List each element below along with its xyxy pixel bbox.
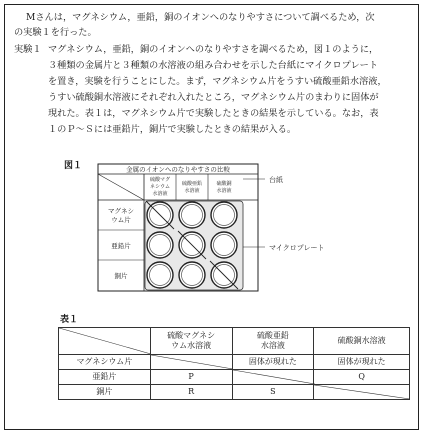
- figure-label: 図１: [64, 161, 83, 171]
- table-col-header-cuso4: [314, 328, 410, 355]
- table-row: [59, 385, 410, 400]
- col-header-2-line-2: 水溶液: [260, 341, 285, 350]
- cell-cu-mgso4: R: [150, 385, 232, 400]
- fig-col-header-3-l2: 水溶液: [216, 189, 232, 194]
- fig-row-header-1-l1: マグネシ: [108, 208, 134, 215]
- table-row: [59, 370, 410, 385]
- table-row: [59, 355, 410, 370]
- experiment-line-5: 現れた。表１は，マグネシウム片で実験したときの結果を示している。なお，表: [48, 108, 379, 119]
- col-header-3-line-1: 硫酸銅水溶液: [337, 336, 386, 345]
- table-col-header-mgso4: [150, 328, 232, 355]
- results-table: [58, 327, 410, 400]
- well: [179, 262, 205, 288]
- table-corner-cell: [59, 328, 151, 355]
- blank-diagonal: [233, 370, 315, 384]
- microplate-wells: [146, 201, 238, 289]
- experiment-line-1: マグネシウム，亜鉛，銅のイオンへのなりやすさを調べるため，図１のように，: [48, 44, 379, 55]
- blank-diagonal: [151, 355, 233, 369]
- table-col-header-znso4: [232, 328, 314, 355]
- fig-col-header-2-l2: 水溶液: [184, 189, 200, 194]
- well: [211, 202, 237, 228]
- cell-zn-mgso4: P: [150, 370, 232, 385]
- well: [147, 262, 173, 288]
- experiment-line-4: うすい硫酸銅水溶液にそれぞれ入れたところ，マグネシウム片のまわりに固体が: [48, 92, 379, 103]
- experiment-label: 実験１: [14, 44, 42, 55]
- table-label: 表１: [60, 315, 79, 325]
- cell-cu-cuso4: [314, 385, 410, 400]
- fig-row-header-1-l2: ウム片: [111, 217, 131, 224]
- well: [211, 232, 237, 258]
- callout-microplate: マイクロプレート: [269, 244, 325, 252]
- blank-diagonal: [314, 385, 410, 399]
- cell-mg-mgso4: [150, 355, 232, 370]
- well: [179, 202, 205, 228]
- table-header-row: [59, 328, 410, 355]
- cell-mg-cuso4: 固体が現れた: [314, 355, 410, 370]
- cell-cu-znso4: S: [232, 385, 314, 400]
- fig-col-header-3-l1: 硫酸銅: [216, 182, 232, 187]
- fig-row-header-2: 亜鉛片: [111, 243, 131, 250]
- fig-row-header-3: 銅片: [114, 273, 128, 280]
- cell-zn-cuso4: Q: [314, 370, 410, 385]
- experiment-line-3: を置き，実験を行うことにした。まず，マグネシウム片をうすい硫酸亜鉛水溶液，: [48, 76, 387, 87]
- table-corner-diagonal: [59, 328, 151, 354]
- experiment-line-6: １のＰ～Ｓには亜鉛片，銅片で実験したときの結果が入る。: [48, 124, 297, 135]
- intro-line-1: Mさんは，マグネシウム，亜鉛，銅のイオンへのなりやすさについて調べるため，次: [26, 12, 375, 23]
- cell-mg-znso4: 固体が現れた: [232, 355, 314, 370]
- col-header-1-line-1: 硫酸マグネシ: [167, 331, 216, 340]
- fig-col-header-1-l2: ネシウム: [150, 185, 170, 190]
- fig-col-header-1-l1: 硫酸マグ: [149, 178, 171, 183]
- figure-1-diagram: [97, 163, 337, 293]
- intro-line-2: の実験１を行った。: [14, 27, 97, 38]
- experiment-line-2: ３種類の金属片と３種類の水溶液の組み合わせを示した台紙にマイクロプレート: [48, 60, 379, 71]
- cell-zn-znso4: [232, 370, 314, 385]
- figure-title: 金属のイオンへのなりやすさの比較: [126, 166, 230, 174]
- fig-col-header-1-l3: 水溶液: [152, 192, 168, 197]
- row-label-copper: 銅片: [59, 385, 151, 400]
- fig-col-header-2-l1: 硫酸亜鉛: [181, 182, 203, 187]
- col-header-1-line-2: ウム水溶液: [171, 341, 212, 350]
- col-header-2-line-1: 硫酸亜鉛: [256, 331, 289, 340]
- row-label-magnesium: マグネシウム片: [59, 355, 151, 370]
- callout-base-sheet: 台紙: [269, 176, 283, 184]
- row-label-zinc: 亜鉛片: [59, 370, 151, 385]
- well: [147, 232, 173, 258]
